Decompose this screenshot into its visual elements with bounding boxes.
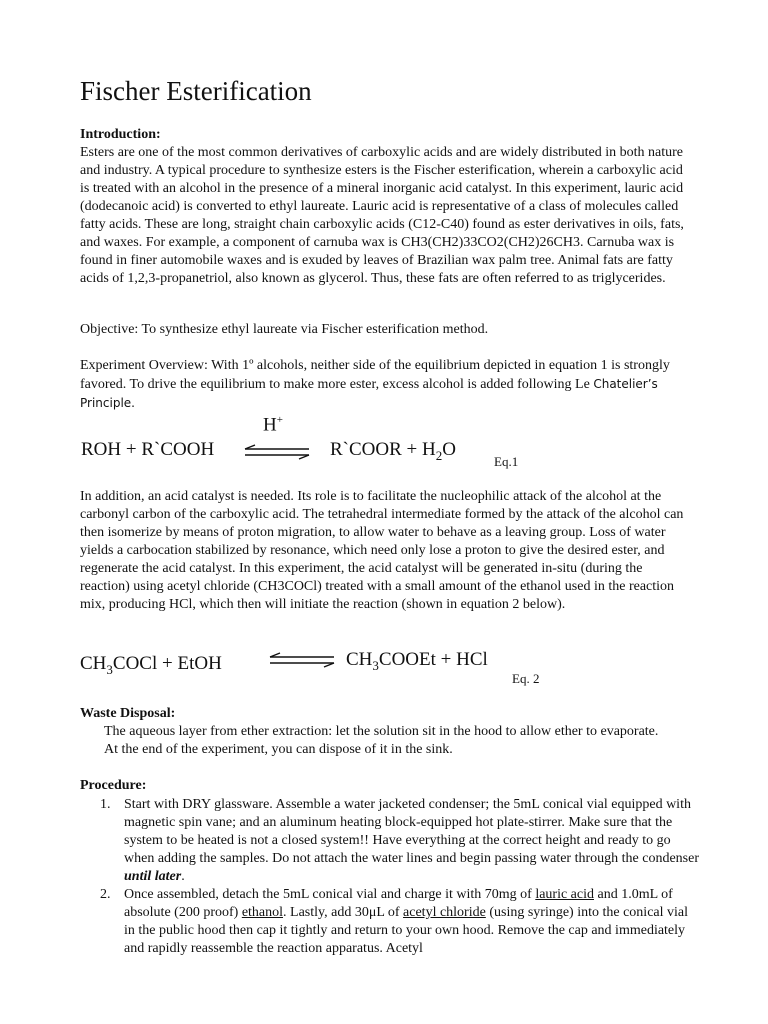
- step1-text: Start with DRY glassware. Assemble a water jacketed condenser; the 5mL conical vial equipped with magnetic spin vane; and an aluminum heating block-equipped hot plate-stirrer. Make sure that the system to be heated is not a closed system!! Have everything at the correct height and ready to go when adding the samples. Do not attach the water lines and begin passing water through the condenser: [124, 797, 700, 866]
- eq1-products-end: O: [442, 439, 456, 460]
- eq2-products-sub: 3: [372, 657, 379, 673]
- step1-end: .: [181, 869, 185, 884]
- eq1-products-sub: 2: [435, 447, 443, 463]
- eq1-products: [330, 439, 456, 464]
- equation-2: [0, 645, 768, 695]
- list-item: [100, 886, 700, 958]
- procedure-heading: Procedure:: [80, 778, 147, 793]
- eq2-reactants-a: CH: [80, 653, 107, 674]
- eq2-label: Eq. 2: [512, 671, 540, 686]
- catalyst-paragraph: In addition, an acid catalyst is needed. Its role is to facilitate the nucleophilic attack of the alcohol at the carbonyl carbon of the carboxylic acid. The tetrahedral intermediate formed by the attack of the alcohol can then isomerize by means of proton migration, to allow water to behave as a leaving group. Loss of water yields a carbocation stabilized by resonance, which need only lose a proton to give the desired ester, and regenerate the acid catalyst. In this experiment, the acid catalyst will be generated in-situ (during the reaction) using acetyl chloride (CH3COCl) treated with a small amount of the ethanol used in the reaction mix, producing HCl, which then will initiate the reaction (shown in equation 2 below).: [80, 489, 684, 612]
- procedure-list: [100, 796, 700, 958]
- eq2-products-a: CH: [346, 649, 373, 670]
- equation-1: [0, 410, 768, 470]
- equilibrium-arrow-icon: [268, 652, 338, 668]
- eq2-reactants-sub: 3: [106, 661, 113, 677]
- eq2-products: [346, 649, 488, 674]
- waste-disposal-heading: Waste Disposal:: [80, 706, 176, 721]
- step2-text-c: . Lastly, add 30μL of: [283, 905, 400, 920]
- acetyl-chloride-term: acetyl chloride: [403, 905, 486, 920]
- overview-tail: Chatelier’s Principle.: [80, 377, 658, 410]
- ethanol-term: ethanol: [241, 905, 284, 920]
- page-title: Fischer Esterification: [80, 76, 312, 106]
- eq2-products-b: COOEt + HCl: [378, 649, 488, 670]
- waste-disposal-body: The aqueous layer from ether extraction: let the solution sit in the hood to allow ether to evaporate. At the end of the experiment, you can dispose of it in the sink.: [104, 724, 659, 757]
- eq2-reactants: [80, 653, 222, 678]
- introduction-heading: Introduction:: [80, 127, 161, 142]
- overview-paragraph: [80, 357, 692, 413]
- introduction-body: Esters are one of the most common derivatives of carboxylic acids and are widely distributed in both nature and industry. A typical procedure to synthesize esters is the Fischer esterification, wherein a carboxylic acid is treated with an alcohol in the presence of a mineral inorganic acid catalyst. In this experiment, lauric acid (dodecanoic acid) is converted to ethyl laureate. Lauric acid is representative of a class of molecules called fatty acids. These are long, straight chain carboxylic acids (C12-C40) found as ester derivatives in oils, fats, and waxes. For example, a component of carnuba wax is CH3(CH2)33CO2(CH2)26CH3. Carnuba wax is found in finer automobile waxes and is exuded by leaves of Brazilian wax palm tree. Animal fats are fatty acids of 1,2,3-propanetriol, also known as glycerol. Thus, these fats are often referred to as triglycerides.: [80, 145, 684, 286]
- introduction-section: [80, 126, 692, 288]
- step2-text-d: (using syringe) into the conical vial in the public hood then cap it tightly and return to your own hood. Remove the cap and immediately and rapidly reassemble the reaction apparatus. Acetyl: [124, 905, 689, 956]
- step-number: 1.: [100, 797, 111, 812]
- step2-text-a: Once assembled, detach the 5mL conical vial and charge it with 70mg of: [124, 887, 532, 902]
- lauric-acid-term: lauric acid: [535, 887, 594, 902]
- eq1-label: Eq.1: [494, 454, 519, 469]
- eq1-catalyst-charge: +: [276, 414, 283, 426]
- step2-text-b: and 1.0mL of absolute (200 proof): [124, 887, 673, 920]
- eq1-catalyst-symbol: H: [263, 414, 277, 436]
- list-item: [100, 796, 700, 886]
- eq1-reactants: ROH + R`COOH: [81, 439, 215, 460]
- eq1-products-main: R`COOR + H: [330, 439, 436, 460]
- equilibrium-arrow-icon: [243, 444, 313, 460]
- eq1-catalyst: [263, 414, 283, 436]
- objective-text: Objective: To synthesize ethyl laureate via Fischer esterification method.: [80, 322, 489, 337]
- step-number: 2.: [100, 887, 111, 902]
- overview-text: Experiment Overview: With 1º alcohols, neither side of the equilibrium depicted in equation 1 is strongly favored. To drive the equilibrium to make more ester, excess alcohol is added following Le: [80, 358, 670, 392]
- step1-emphasis: until later: [124, 869, 182, 884]
- eq2-reactants-b: COCl + EtOH: [112, 653, 222, 674]
